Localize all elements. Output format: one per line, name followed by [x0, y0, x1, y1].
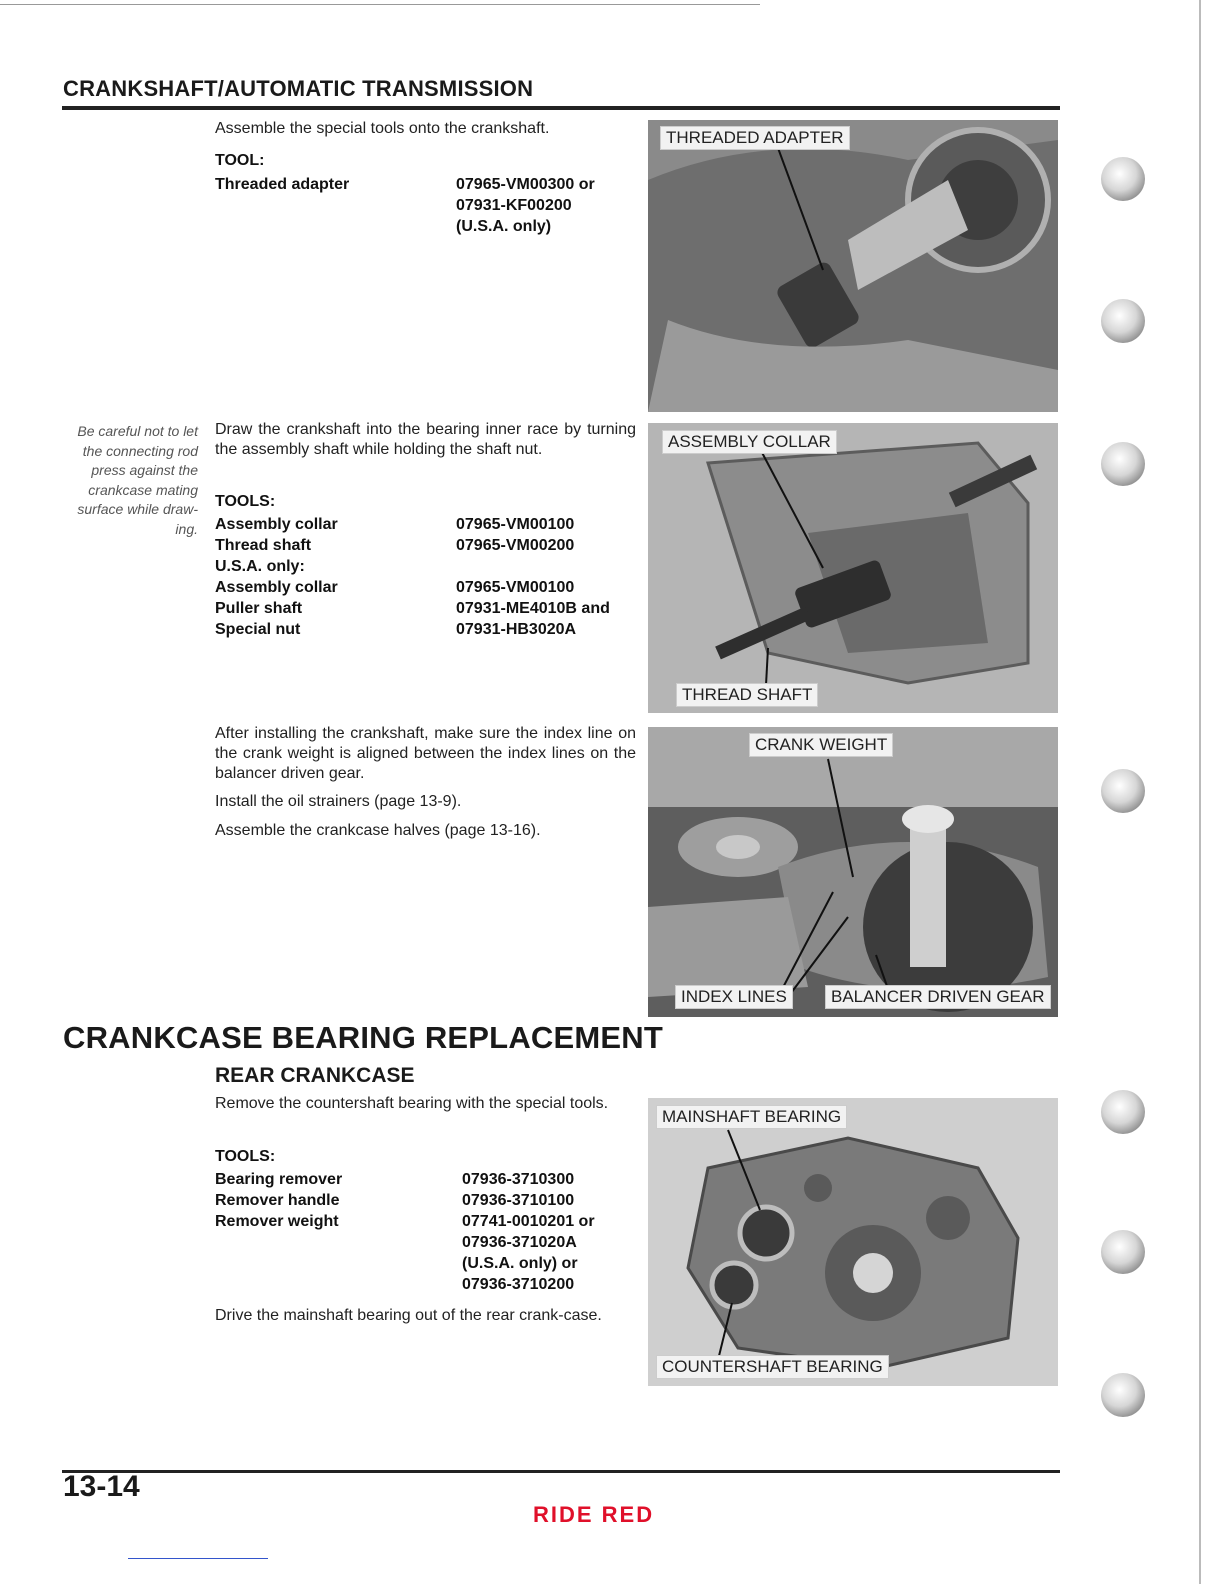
threaded-adapter-illustration [648, 120, 1058, 412]
step1-tool-number [456, 174, 595, 237]
page-top-line [0, 4, 760, 5]
section-title: CRANKSHAFT/AUTOMATIC TRANSMISSION [63, 76, 534, 101]
sidenote-line: crankcase mating [88, 481, 198, 498]
callout-assembly-collar: ASSEMBLY COLLAR [662, 430, 837, 454]
tool-row [215, 1169, 645, 1190]
tool-name: Remover weight [215, 1213, 339, 1230]
photo-crank-weight [648, 727, 1058, 1017]
photo-threaded-adapter [648, 120, 1058, 412]
section2-text: Remove the countershaft bearing with the special tools. [215, 1095, 609, 1112]
tool-name: Bearing remover [215, 1171, 343, 1188]
tool-name: Special nut [215, 621, 301, 638]
callout-countershaft-bearing: COUNTERSHAFT BEARING [656, 1355, 889, 1379]
tool-number-line: 07965-VM00300 or [456, 176, 595, 193]
tool-number-line: 07936-371020A [462, 1234, 577, 1251]
binder-tab [1101, 1230, 1145, 1274]
footer-rule [62, 1470, 1060, 1473]
tool-row [215, 577, 645, 598]
tool-name: Thread shaft [215, 537, 312, 554]
callout-mainshaft-bearing: MAINSHAFT BEARING [656, 1105, 847, 1129]
tool-number: 07931-ME4010B and [456, 600, 610, 617]
tool-number: 07965-VM00200 [456, 537, 575, 554]
tool-number [462, 1211, 595, 1295]
step1-tool-label: TOOL: [215, 152, 265, 169]
tool-row [215, 1190, 645, 1211]
step1-text: Assemble the special tools onto the crankshaft. [215, 120, 550, 137]
tool-name: Puller shaft [215, 600, 303, 617]
page-binding-edge [1199, 0, 1201, 1584]
section2-text2: Drive the mainshaft bearing out of the rear crank-case. [215, 1307, 602, 1324]
tool-name: U.S.A. only: [215, 558, 305, 575]
step1-tool-name: Threaded adapter [215, 176, 350, 193]
binder-tab [1101, 157, 1145, 201]
page-number: 13-14 [63, 1470, 140, 1503]
tool-row [215, 1211, 645, 1295]
tool-name: Assembly collar [215, 516, 338, 533]
sidenote-line: Be careful not to let [77, 423, 198, 439]
rear-crankcase-illustration [648, 1098, 1058, 1386]
photo-assembly-collar [648, 423, 1058, 713]
step2-tool-label: TOOLS: [215, 493, 276, 510]
callout-threaded-adapter: THREADED ADAPTER [660, 126, 850, 150]
binder-tab [1101, 1373, 1145, 1417]
tool-row [215, 598, 645, 619]
tool-number-line: (U.S.A. only) or [462, 1255, 578, 1272]
assembly-collar-illustration [648, 423, 1058, 713]
step3-oil-strainers: Install the oil strainers (page 13-9). [215, 793, 462, 810]
tool-number-line: (U.S.A. only) [456, 218, 552, 235]
section2-heading: CRANKCASE BEARING REPLACEMENT [63, 1020, 663, 1055]
photo-rear-crankcase [648, 1098, 1058, 1386]
tool-row [215, 514, 645, 535]
callout-crank-weight: CRANK WEIGHT [749, 733, 893, 757]
section2-subheading: REAR CRANKCASE [215, 1064, 415, 1087]
step3-crankcase-halves: Assemble the crankcase halves (page 13-16). [215, 822, 541, 839]
header-rule [62, 106, 1060, 110]
tool-number-line: 07936-3710200 [462, 1276, 575, 1293]
callout-balancer-driven-gear: BALANCER DRIVEN GEAR [825, 985, 1051, 1009]
sidenote-line: the connecting rod [82, 442, 198, 459]
caution-sidenote [40, 422, 198, 539]
section2-tool-label: TOOLS: [215, 1148, 276, 1165]
tool-name: Assembly collar [215, 579, 338, 596]
section2-tool-list [215, 1169, 645, 1295]
tool-number-line: 07931-KF00200 [456, 197, 572, 214]
tool-number: 07965-VM00100 [456, 579, 575, 596]
sidenote-line: press against the [91, 462, 198, 478]
tool-row [215, 535, 645, 556]
tool-name: Remover handle [215, 1192, 340, 1209]
tool-number: 07936-3710100 [462, 1192, 575, 1209]
callout-thread-shaft: THREAD SHAFT [676, 683, 818, 707]
crank-weight-illustration [648, 727, 1058, 1017]
tool-row [215, 619, 645, 640]
tool-number: 07965-VM00100 [456, 516, 575, 533]
footer-link-line [128, 1558, 268, 1559]
binder-tab [1101, 1090, 1145, 1134]
sidenote-line: surface while draw- [77, 501, 198, 517]
tool-number-line: 07741-0010201 or [462, 1213, 595, 1230]
tool-row [215, 556, 645, 577]
tool-number: 07936-3710300 [462, 1171, 575, 1188]
brand-logo: RIDE RED [533, 1502, 655, 1527]
callout-index-lines: INDEX LINES [675, 985, 793, 1009]
sidenote-line: ing. [175, 520, 198, 537]
binder-tab [1101, 769, 1145, 813]
step2-text: Draw the crankshaft into the bearing inner race by turning the assembly shaft while holding the shaft nut. [215, 421, 636, 458]
step3-text: After installing the crankshaft, make sure the index line on the crank weight is aligned between the index lines on the balancer driven gear. [215, 725, 636, 782]
step2-tool-list [215, 514, 645, 640]
binder-tab [1101, 442, 1145, 486]
binder-tab [1101, 299, 1145, 343]
tool-number: 07931-HB3020A [456, 621, 577, 638]
